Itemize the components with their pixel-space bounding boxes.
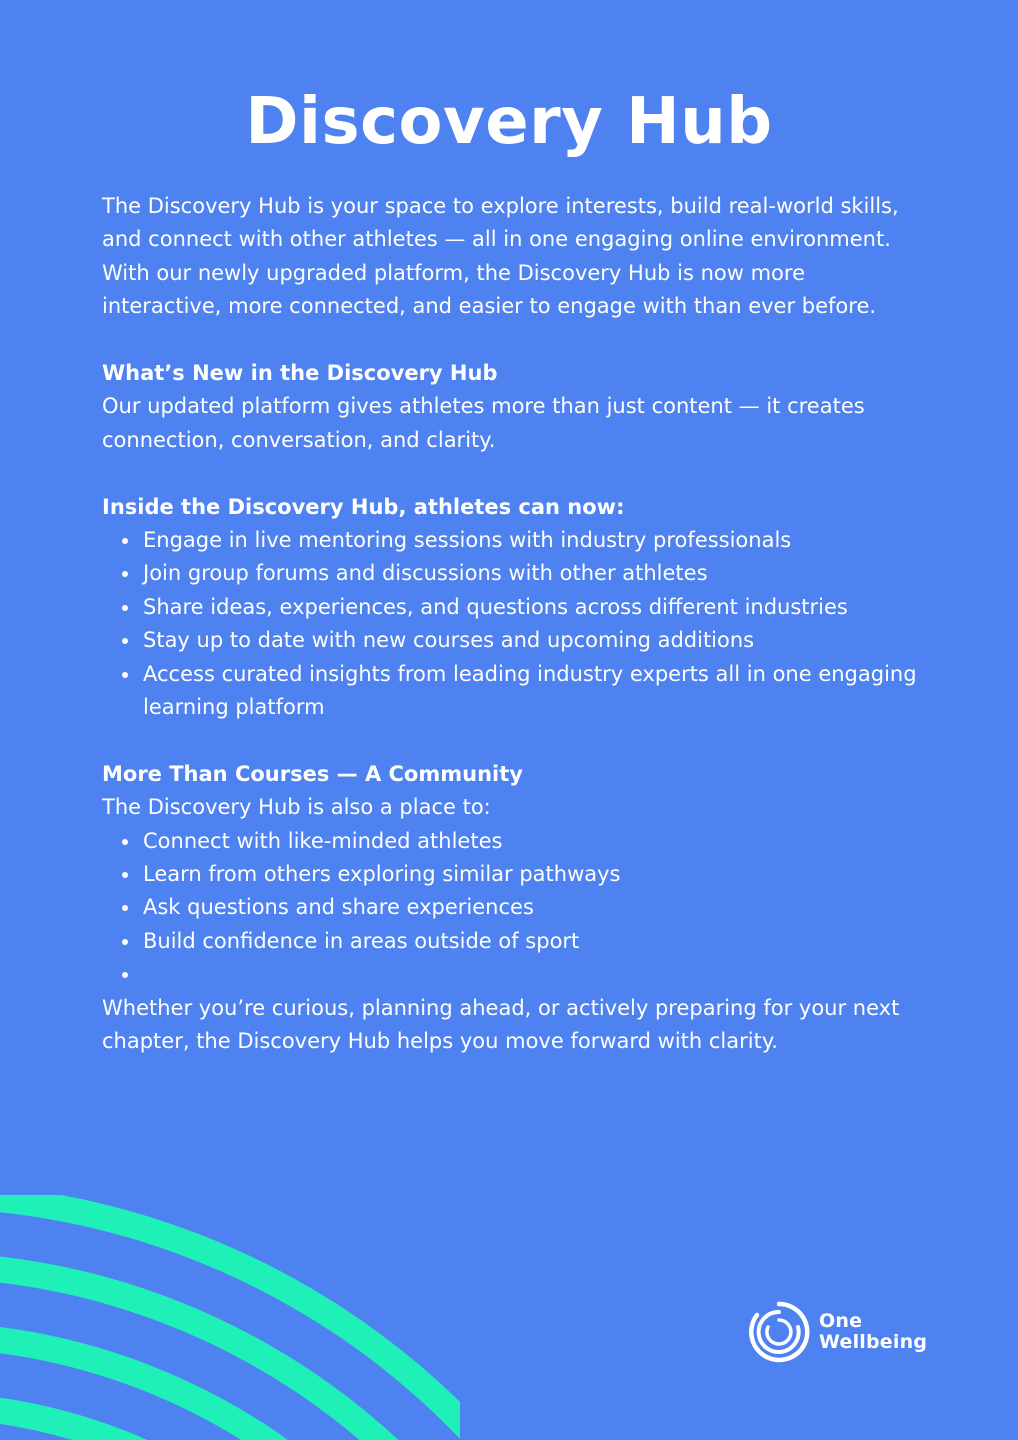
list-item: Stay up to date with new courses and upcoming additions [143, 624, 922, 657]
bullet-icon [122, 905, 128, 911]
list-item: Ask questions and share experiences [143, 891, 922, 924]
list-item: Access curated insights from leading industry experts all in one engaging learning platform [143, 658, 922, 725]
list-item: Learn from others exploring similar pathways [143, 858, 922, 891]
list-item: Engage in live mentoring sessions with industry professionals [143, 524, 922, 557]
logo-line-two: Wellbeing [819, 1331, 928, 1353]
bullet-icon [122, 605, 128, 611]
one-wellbeing-logo [748, 1300, 927, 1364]
bullet-icon [122, 638, 128, 644]
bullet-icon [122, 839, 128, 845]
community-intro: The Discovery Hub is also a place to: [102, 795, 491, 820]
bullet-icon [122, 538, 128, 544]
list-item [143, 958, 922, 991]
bullet-icon [122, 939, 128, 945]
page-title: Discovery Hub [245, 85, 773, 159]
list-item: Join group forums and discussions with other athletes [143, 557, 922, 590]
concentric-circles-logo-icon [748, 1301, 810, 1363]
closing-paragraph: Whether you’re curious, planning ahead, or actively preparing for your next chapter, the Discovery Hub helps you move forward with clarity. [102, 995, 900, 1054]
list-item: Build confidence in areas outside of sport [143, 925, 922, 958]
list-item: Connect with like-minded athletes [143, 825, 922, 858]
community-list [102, 825, 922, 992]
intro-paragraph: The Discovery Hub is your space to explore interests, build real-world skills, and connect with other athletes — all in one engaging online environment. With our newly upgraded platform, the Discovery Hub is now more interactive, more connected, and easier to engage with than ever before. [102, 194, 899, 319]
bullet-icon [122, 972, 128, 978]
logo-wordmark [819, 1311, 927, 1353]
document-body [102, 190, 922, 1059]
whats-new-paragraph: Our updated platform gives athletes more than just content — it creates connection, conversation, and clarity. [102, 394, 865, 452]
whats-new-heading: What’s New in the Discovery Hub [102, 361, 498, 386]
bullet-icon [122, 872, 128, 878]
bullet-icon [122, 571, 128, 577]
list-item: Share ideas, experiences, and questions across different industries [143, 591, 922, 624]
logo-line-one: One [819, 1310, 863, 1332]
community-heading: More Than Courses — A Community [102, 761, 523, 786]
inside-heading: Inside the Discovery Hub, athletes can now: [102, 494, 625, 519]
decorative-arcs [0, 1195, 460, 1440]
inside-list [102, 524, 922, 724]
bullet-icon [122, 672, 128, 678]
